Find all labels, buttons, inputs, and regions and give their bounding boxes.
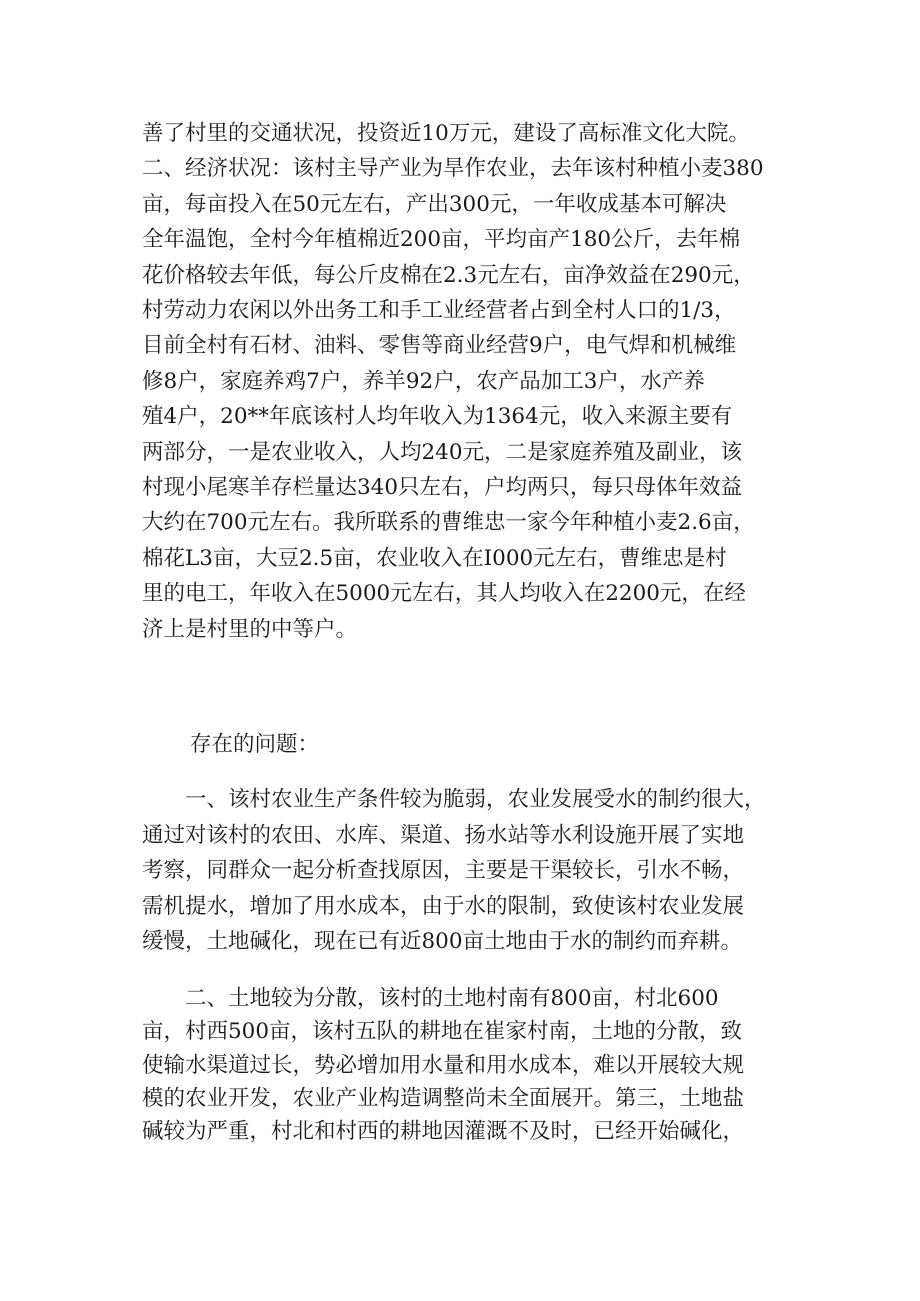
text-line: 亩，每亩投入在50元左右，产出300元，一年收成基本可解决 — [142, 191, 727, 217]
text-line: 使输水渠道过长，势必增加用水量和用水成本，难以开展较大规 — [142, 1052, 745, 1078]
paragraph-problem-land — [142, 982, 792, 1148]
text-line: 一、该村农业生产条件较为脆弱，农业发展受水的制约很大， — [142, 787, 766, 812]
text-line: 考察，同群众一起分析查找原因，主要是干渠较长，引水不畅， — [142, 858, 745, 883]
text-line: 大约在700元左右。我所联系的曹维忠一家今年种植小麦2.6亩， — [142, 510, 755, 536]
section-heading-problems — [190, 727, 490, 762]
text-line: 花价格较去年低，每公斤皮棉在2.3元左右，亩净效益在290元， — [142, 262, 755, 288]
text-line: 二、土地较为分散，该村的土地村南有800亩，村北600 — [142, 986, 719, 1011]
paragraph-economic-status — [142, 116, 792, 647]
paragraph-problem-water — [142, 782, 792, 960]
text-line: 通过对该村的农田、水库、渠道、扬水站等水利设施开展了实地 — [142, 822, 745, 848]
text-line: 亩，村西500亩，该村五队的耕地在崔家村南，土地的分散，致 — [142, 1019, 743, 1045]
text-line: 碱较为严重，村北和村西的耕地因灌溉不及时，已经开始碱化， — [142, 1119, 745, 1145]
text-line: 需机提水，增加了用水成本，由于水的限制，致使该村农业发展 — [142, 893, 745, 919]
text-line: 济上是村里的中等户。 — [142, 616, 358, 642]
text-line: 村劳动力农闲以外出务工和手工业经营者占到全村人口的1/3， — [142, 298, 736, 324]
text-line: 模的农业开发，农业产业构造调整尚未全面展开。第三，土地盐 — [142, 1085, 745, 1111]
heading-text: 存在的问题： — [190, 732, 320, 757]
text-line: 棉花L3亩，大豆2.5亩，农业收入在I000元左右，曹维忠是村 — [142, 545, 727, 571]
text-line: 二、经济状况：该村主导产业为旱作农业，去年该村种植小麦380 — [142, 156, 764, 182]
text-line: 修8户，家庭养鸡7户，养羊92户，农产品加工3户，水产养 — [142, 368, 705, 394]
text-line: 里的电工，年收入在5000元左右，其人均收入在2200元，在经 — [142, 581, 746, 607]
text-line: 两部分，一是农业收入，人均240元，二是家庭养殖及副业，该 — [142, 439, 743, 465]
text-line: 殖4户，20**年底该村人均年收入为1364元，收入来源主要有 — [142, 404, 733, 430]
text-line: 村现小尾寒羊存栏量达340只左右，户均两只，每只母体年效益 — [142, 475, 743, 501]
text-line: 目前全村有石材、油料、零售等商业经营9户，电气焊和机械维 — [142, 333, 737, 359]
text-line: 善了村里的交通状况，投资近10万元，建设了高标准文化大院。 — [142, 121, 750, 146]
text-line: 缓慢，土地碱化，现在已有近800亩土地由于水的制约而弃耕。 — [142, 929, 743, 954]
text-line: 全年温饱，全村今年植棉近200亩，平均亩产180公斤，去年棉 — [142, 227, 741, 253]
